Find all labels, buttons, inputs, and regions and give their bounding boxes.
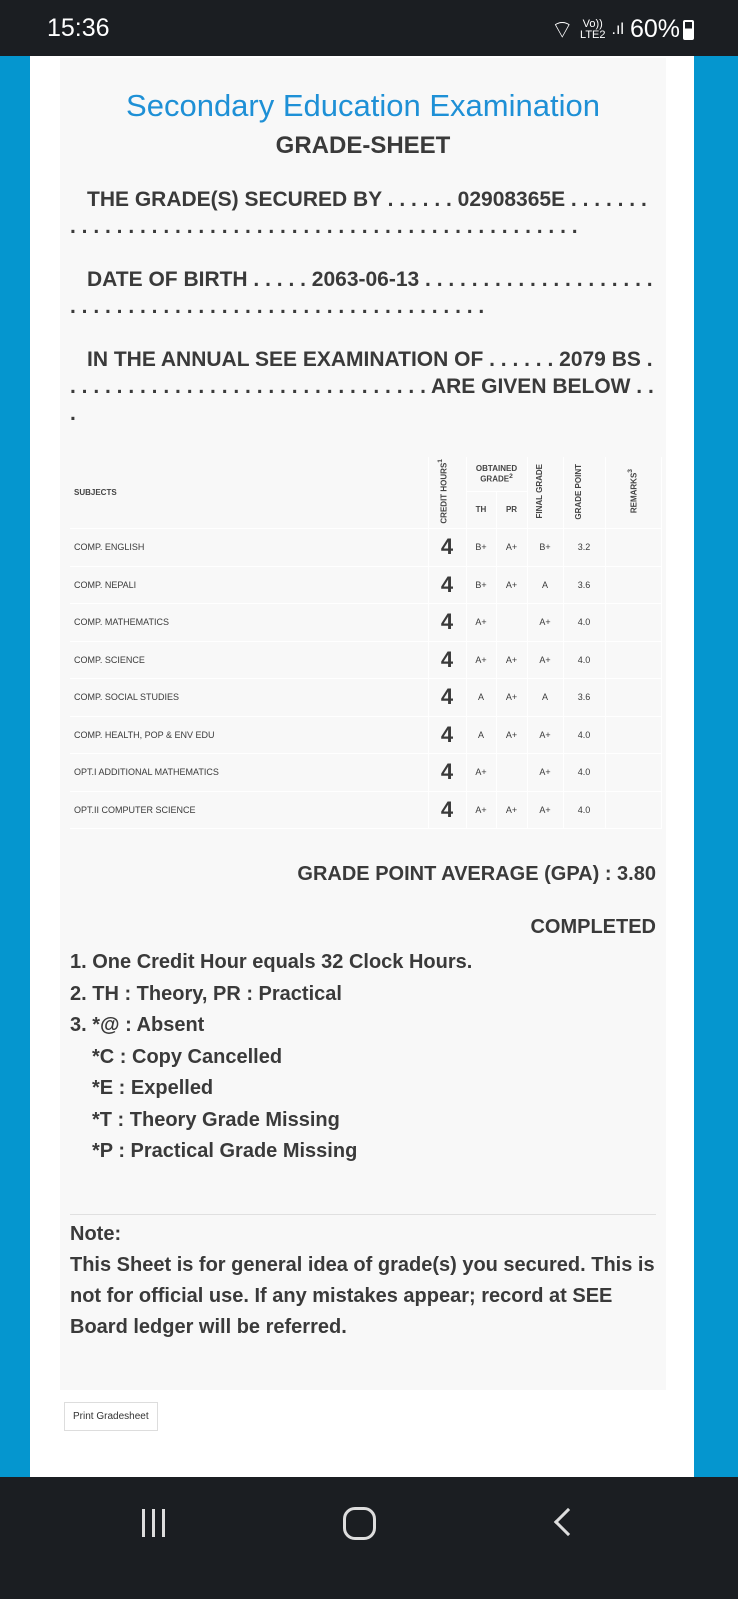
cell-point: 4.0 <box>563 754 605 792</box>
cell-final: A+ <box>527 754 563 792</box>
cell-subject: OPT.I ADDITIONAL MATHEMATICS <box>70 754 428 792</box>
cell-th: A <box>466 679 496 717</box>
cell-subject: COMP. SCIENCE <box>70 641 428 679</box>
cell-credit: 4 <box>428 754 466 792</box>
header-pr: PR <box>496 491 527 529</box>
cell-remarks <box>605 679 662 717</box>
code: *T : Theory Grade Missing <box>92 1108 340 1131</box>
cell-point: 4.0 <box>563 604 605 642</box>
cell-subject: OPT.II COMPUTER SCIENCE <box>70 791 428 829</box>
cell-final: B+ <box>527 529 563 567</box>
cell-remarks <box>605 716 662 754</box>
grade-table <box>70 457 662 829</box>
cell-pr: A+ <box>496 566 527 604</box>
header-credit: CREDIT HOURS$^1$ <box>428 457 466 529</box>
footnote: 2. TH : Theory, PR : Practical <box>70 982 342 1005</box>
header-final: FINAL GRADE <box>527 457 563 529</box>
cell-pr: A+ <box>496 641 527 679</box>
cell-credit: 4 <box>428 604 466 642</box>
page-subtitle: GRADE-SHEET <box>275 132 451 159</box>
cell-point: 4.0 <box>563 641 605 679</box>
table-row <box>70 604 662 642</box>
header-obtained: OBTAINED GRADE$^2$ <box>466 457 527 491</box>
disclaimer <box>70 1214 656 1343</box>
cell-remarks <box>605 604 662 642</box>
cell-final: A+ <box>527 641 563 679</box>
cell-credit: 4 <box>428 566 466 604</box>
table-row <box>70 754 662 792</box>
battery-icon <box>683 20 694 40</box>
cell-credit: 4 <box>428 641 466 679</box>
cell-subject: COMP. SOCIAL STUDIES <box>70 679 428 717</box>
cell-final: A <box>527 679 563 717</box>
gpa: GRADE POINT AVERAGE (GPA) : 3.80 <box>297 863 656 885</box>
cell-pr <box>496 604 527 642</box>
cell-final: A+ <box>527 604 563 642</box>
cell-final: A <box>527 566 563 604</box>
cell-credit: 4 <box>428 529 466 567</box>
cell-subject: COMP. NEPALI <box>70 566 428 604</box>
cell-pr: A+ <box>496 791 527 829</box>
cell-final: A+ <box>527 791 563 829</box>
table-row <box>70 791 662 829</box>
table-row <box>70 529 662 567</box>
network-indicator: Vo)) LTE2 <box>580 17 606 41</box>
cell-final: A+ <box>527 716 563 754</box>
cell-pr <box>496 754 527 792</box>
cell-remarks <box>605 754 662 792</box>
cell-subject: COMP. ENGLISH <box>70 529 428 567</box>
table-row <box>70 679 662 717</box>
code: *E : Expelled <box>92 1077 214 1099</box>
note-text: This Sheet is for general idea of grade(s) you secured. This is not for official use. If any mistakes appear; record at SEE Board ledger will be referred. <box>70 1253 655 1338</box>
table-row <box>70 641 662 679</box>
page-title: Secondary Education Examination <box>126 88 600 123</box>
battery-level: 60% <box>629 15 680 43</box>
cell-credit: 4 <box>428 791 466 829</box>
cell-th: A+ <box>466 641 496 679</box>
exam-year: IN THE ANNUAL SEE EXAMINATION OF . . . . . . 2079 BS . . . . . . . . . . . . . . . . . . . . . . . . . . . . . . . . ARE GIVEN BELOW . . . <box>70 348 654 425</box>
print-gradesheet-button[interactable]: Print Gradesheet <box>64 1402 158 1431</box>
home-button[interactable] <box>343 1507 376 1540</box>
page-content <box>30 56 694 1477</box>
result-status: COMPLETED <box>530 916 656 938</box>
footnotes <box>70 947 656 1168</box>
clock: 15:36 <box>47 14 110 42</box>
recent-apps-button[interactable] <box>142 1509 165 1537</box>
cell-th: A+ <box>466 791 496 829</box>
cell-th: B+ <box>466 529 496 567</box>
cell-subject: COMP. MATHEMATICS <box>70 604 428 642</box>
cell-pr: A+ <box>496 679 527 717</box>
cell-credit: 4 <box>428 716 466 754</box>
table-row <box>70 716 662 754</box>
cell-th: B+ <box>466 566 496 604</box>
cell-point: 4.0 <box>563 791 605 829</box>
cell-point: 3.2 <box>563 529 605 567</box>
back-button[interactable] <box>554 1508 582 1536</box>
header-remarks: REMARKS$^3$ <box>605 457 662 529</box>
cell-th: A+ <box>466 754 496 792</box>
cell-remarks <box>605 641 662 679</box>
signal-icon: .ıl <box>611 20 624 38</box>
code: *P : Practical Grade Missing <box>92 1140 358 1162</box>
cell-point: 3.6 <box>563 679 605 717</box>
footnote: 1. One Credit Hour equals 32 Clock Hours. <box>70 951 473 973</box>
status-bar <box>0 0 738 56</box>
cell-pr: A+ <box>496 529 527 567</box>
date-of-birth: DATE OF BIRTH . . . . . 2063-06-13 . . . . . . . . . . . . . . . . . . . . . . . . . . . . . . . . . . . . . . . . . . . . . . . . . . . . . . . . <box>70 268 653 318</box>
secured-by: THE GRADE(S) SECURED BY . . . . . . 02908365E . . . . . . . . . . . . . . . . . . . . . . . . . . . . . . . . . . . . . . . . . . . . . . . . . . . <box>70 188 647 238</box>
gradesheet <box>60 58 666 1390</box>
cell-th: A <box>466 716 496 754</box>
code: *C : Copy Cancelled <box>92 1045 283 1068</box>
header-th: TH <box>466 491 496 529</box>
cell-remarks <box>605 791 662 829</box>
footnote: 3. *@ : Absent <box>70 1014 205 1036</box>
cell-subject: COMP. HEALTH, POP & ENV EDU <box>70 716 428 754</box>
table-row <box>70 566 662 604</box>
header-point: GRADE POINT <box>563 457 605 529</box>
wifi-icon: ⌔ <box>550 16 575 44</box>
cell-credit: 4 <box>428 679 466 717</box>
cell-point: 3.6 <box>563 566 605 604</box>
header-subjects: SUBJECTS <box>70 457 428 529</box>
cell-remarks <box>605 529 662 567</box>
cell-point: 4.0 <box>563 716 605 754</box>
navigation-bar <box>0 1477 738 1599</box>
note-title: Note: <box>70 1222 122 1245</box>
cell-remarks <box>605 566 662 604</box>
cell-pr: A+ <box>496 716 527 754</box>
cell-th: A+ <box>466 604 496 642</box>
